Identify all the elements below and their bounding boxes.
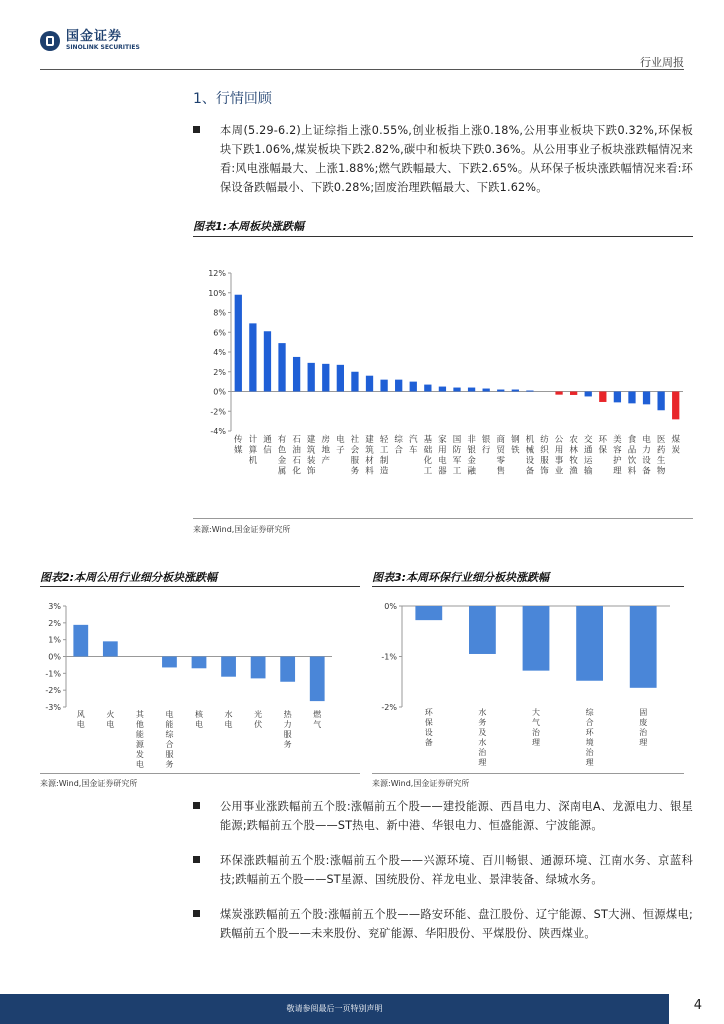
figure2-title-rule bbox=[40, 586, 360, 587]
x-tick-label: 建筑材料 bbox=[365, 435, 374, 477]
y-tick-label: -3% bbox=[45, 703, 61, 712]
x-tick-label: 国防军工 bbox=[452, 435, 462, 477]
y-tick-label: 0% bbox=[213, 387, 226, 397]
x-tick-label: 社会服务 bbox=[350, 435, 360, 477]
y-tick-label: 8% bbox=[213, 308, 226, 318]
figure3-source: 来源:Wind,国金证券研究所 bbox=[372, 779, 470, 788]
bullet-environment bbox=[193, 851, 693, 889]
bullet-square-icon bbox=[193, 910, 200, 917]
x-tick-label: 通信 bbox=[263, 435, 272, 456]
doc-type: 行业周报 bbox=[640, 56, 684, 69]
bar bbox=[337, 365, 344, 392]
summary-text: 本周(5.29-6.2)上证综指上涨0.55%,创业板指上涨0.18%,公用事业板块下跌0.32%,环保板块下跌1.06%,煤炭板块下跌2.82%,碳中和板块下跌0.36%。从公用事业子板块涨跌幅情况来看:风电涨幅最大、上涨1.88%;燃气跌幅最大、下跌2.65%。从环保子板块涨跌幅情况来看:环保设备跌幅最小、下跌0.28%;固废治理跌幅最大、下跌1.62%。 bbox=[220, 124, 693, 194]
x-tick-label: 建筑装饰 bbox=[306, 435, 316, 477]
bar bbox=[483, 389, 490, 392]
bar bbox=[103, 641, 118, 656]
company-logo bbox=[40, 30, 140, 51]
figure2-bottom-rule bbox=[40, 773, 360, 774]
x-tick-label: 机械设备 bbox=[525, 435, 535, 477]
bar bbox=[614, 392, 621, 403]
y-tick-label: 12% bbox=[208, 269, 226, 278]
y-tick-label: 1% bbox=[48, 635, 61, 645]
logo-name-cn: 国金证券 bbox=[66, 29, 123, 44]
x-tick-label: 水务及水治理 bbox=[478, 708, 487, 767]
bar bbox=[322, 364, 329, 392]
x-tick-label: 燃气 bbox=[313, 710, 322, 729]
y-tick-label: 0% bbox=[48, 652, 61, 662]
x-tick-label: 综合 bbox=[394, 435, 403, 456]
x-tick-label: 固废治理 bbox=[639, 708, 648, 747]
bar bbox=[264, 331, 271, 391]
section-title: 1、行情回顾 bbox=[193, 91, 272, 107]
y-tick-label: 6% bbox=[213, 328, 226, 338]
x-tick-label: 煤炭 bbox=[671, 435, 680, 456]
y-tick-label: -1% bbox=[381, 652, 397, 662]
y-tick-label: 0% bbox=[384, 602, 397, 611]
bar bbox=[439, 387, 446, 392]
x-tick-label: 商贸零售 bbox=[496, 435, 505, 477]
bar bbox=[555, 392, 562, 395]
bar bbox=[415, 606, 442, 620]
bar bbox=[235, 295, 242, 392]
x-tick-label: 家用电器 bbox=[438, 435, 447, 477]
figure2-title: 图表2:本周公用行业细分板块涨跌幅 bbox=[40, 571, 218, 584]
bar bbox=[308, 363, 315, 392]
x-tick-label: 其他能源发电 bbox=[135, 710, 144, 769]
bar bbox=[395, 380, 402, 392]
x-tick-label: 核电 bbox=[195, 710, 203, 729]
bar bbox=[497, 390, 504, 392]
logo-icon bbox=[40, 31, 60, 51]
bar bbox=[424, 385, 431, 392]
x-tick-label: 石油石化 bbox=[292, 435, 301, 477]
header-divider bbox=[40, 69, 684, 70]
bullet-utilities-text: 公用事业涨跌幅前五个股:涨幅前五个股——建投能源、西昌电力、深南电A、龙源电力、银星能源;跌幅前五个股——ST热电、新中港、华银电力、恒盛能源、宁波能源。 bbox=[220, 800, 693, 832]
bar bbox=[672, 392, 679, 420]
x-tick-label: 汽车 bbox=[409, 435, 418, 456]
bar bbox=[628, 392, 635, 404]
x-tick-label: 银行 bbox=[481, 435, 491, 456]
x-tick-label: 美容护理 bbox=[613, 435, 622, 477]
figure1-title-rule bbox=[193, 236, 693, 237]
x-tick-label: 计算机 bbox=[248, 435, 258, 466]
bar bbox=[599, 392, 606, 402]
figure3-title: 图表3:本周环保行业细分板块涨跌幅 bbox=[372, 571, 550, 584]
bar bbox=[512, 390, 519, 392]
x-tick-label: 轻工制造 bbox=[379, 435, 389, 477]
bar bbox=[249, 323, 256, 391]
x-tick-label: 综合环境治理 bbox=[585, 708, 594, 767]
bullet-square-icon bbox=[193, 126, 200, 133]
y-tick-label: 4% bbox=[213, 348, 226, 357]
bar bbox=[576, 606, 603, 681]
figure2-source: 来源:Wind,国金证券研究所 bbox=[40, 779, 138, 788]
bar bbox=[630, 606, 657, 688]
bar bbox=[251, 657, 266, 679]
chart2-utilities-change bbox=[40, 590, 360, 770]
x-tick-label: 水电 bbox=[224, 710, 233, 729]
bullet-utilities bbox=[193, 797, 693, 835]
x-tick-label: 房地产 bbox=[321, 435, 331, 466]
x-tick-label: 医药生物 bbox=[656, 435, 666, 477]
bar bbox=[280, 657, 295, 682]
x-tick-label: 电力设备 bbox=[642, 435, 651, 477]
figure1-bottom-rule bbox=[193, 518, 693, 519]
bar bbox=[73, 625, 88, 657]
bar bbox=[192, 657, 207, 669]
bar bbox=[570, 392, 577, 395]
x-tick-label: 环保 bbox=[598, 435, 608, 456]
figure1-source: 来源:Wind,国金证券研究所 bbox=[193, 525, 291, 534]
bar bbox=[526, 391, 533, 392]
x-tick-label: 纺织服饰 bbox=[540, 435, 549, 477]
bar bbox=[380, 380, 387, 392]
bar bbox=[657, 392, 664, 411]
summary-paragraph bbox=[193, 121, 693, 197]
x-tick-label: 非银金融 bbox=[467, 435, 476, 477]
bar bbox=[410, 382, 417, 392]
bar bbox=[162, 657, 177, 668]
chart1-board-change bbox=[193, 240, 693, 510]
bar bbox=[351, 372, 358, 392]
y-tick-label: 3% bbox=[48, 602, 61, 611]
bar bbox=[278, 343, 285, 391]
x-tick-label: 钢铁 bbox=[511, 435, 520, 456]
bar bbox=[366, 376, 373, 392]
bullet-square-icon bbox=[193, 856, 200, 863]
chart3-environment-change bbox=[372, 590, 684, 770]
x-tick-label: 有色金属 bbox=[277, 435, 287, 477]
bar bbox=[453, 388, 460, 392]
bullet-coal-text: 煤炭涨跌幅前五个股:涨幅前五个股——路安环能、盘江股份、辽宁能源、ST大洲、恒源煤电;跌幅前五个股——未来股份、兖矿能源、华阳股份、平煤股份、陕西煤业。 bbox=[220, 908, 693, 940]
y-tick-label: 2% bbox=[48, 618, 61, 628]
figure3-bottom-rule bbox=[372, 773, 684, 774]
bar bbox=[221, 657, 236, 677]
x-tick-label: 交通运输 bbox=[583, 435, 593, 477]
x-tick-label: 光伏 bbox=[254, 710, 263, 729]
y-tick-label: -2% bbox=[45, 686, 61, 696]
y-tick-label: -2% bbox=[210, 407, 226, 417]
y-tick-label: 2% bbox=[213, 367, 226, 377]
bullet-environment-text: 环保涨跌幅前五个股:涨幅前五个股——兴源环境、百川畅银、通源环境、江南水务、京蓝科技;跌幅前五个股——ST星源、国统股份、祥龙电业、景津装备、绿城水务。 bbox=[220, 854, 693, 886]
bar bbox=[469, 606, 496, 654]
x-tick-label: 食品饮料 bbox=[627, 435, 637, 477]
bullet-square-icon bbox=[193, 802, 200, 809]
bar bbox=[468, 388, 475, 392]
x-tick-label: 公用事业 bbox=[554, 435, 564, 477]
x-tick-label: 大气治理 bbox=[532, 708, 540, 747]
logo-name-en: SINOLINK SECURITIES bbox=[66, 44, 140, 51]
y-tick-label: -2% bbox=[381, 703, 397, 712]
x-tick-label: 热力服务 bbox=[283, 710, 292, 749]
y-tick-label: -4% bbox=[210, 427, 226, 436]
figure3-title-rule bbox=[372, 586, 684, 587]
footer-disclaimer: 敬请参阅最后一页特别声明 bbox=[286, 1004, 383, 1013]
x-tick-label: 风电 bbox=[76, 710, 85, 729]
x-tick-label: 基础化工 bbox=[423, 435, 433, 477]
figure1-title: 图表1:本周板块涨跌幅 bbox=[193, 220, 305, 233]
page-number: 4 bbox=[693, 998, 702, 1013]
bullet-coal bbox=[193, 905, 693, 943]
x-tick-label: 环保设备 bbox=[424, 708, 433, 747]
y-tick-label: 10% bbox=[208, 288, 226, 298]
x-tick-label: 农林牧渔 bbox=[569, 435, 578, 477]
bar bbox=[293, 357, 300, 392]
x-tick-label: 传媒 bbox=[234, 435, 243, 456]
y-tick-label: -1% bbox=[45, 669, 61, 679]
bar bbox=[643, 392, 650, 405]
x-tick-label: 电能综合服务 bbox=[165, 710, 174, 769]
bar bbox=[310, 657, 325, 702]
x-tick-label: 火电 bbox=[106, 710, 115, 729]
bar bbox=[585, 392, 592, 397]
x-tick-label: 电子 bbox=[336, 435, 345, 456]
bar bbox=[523, 606, 550, 671]
